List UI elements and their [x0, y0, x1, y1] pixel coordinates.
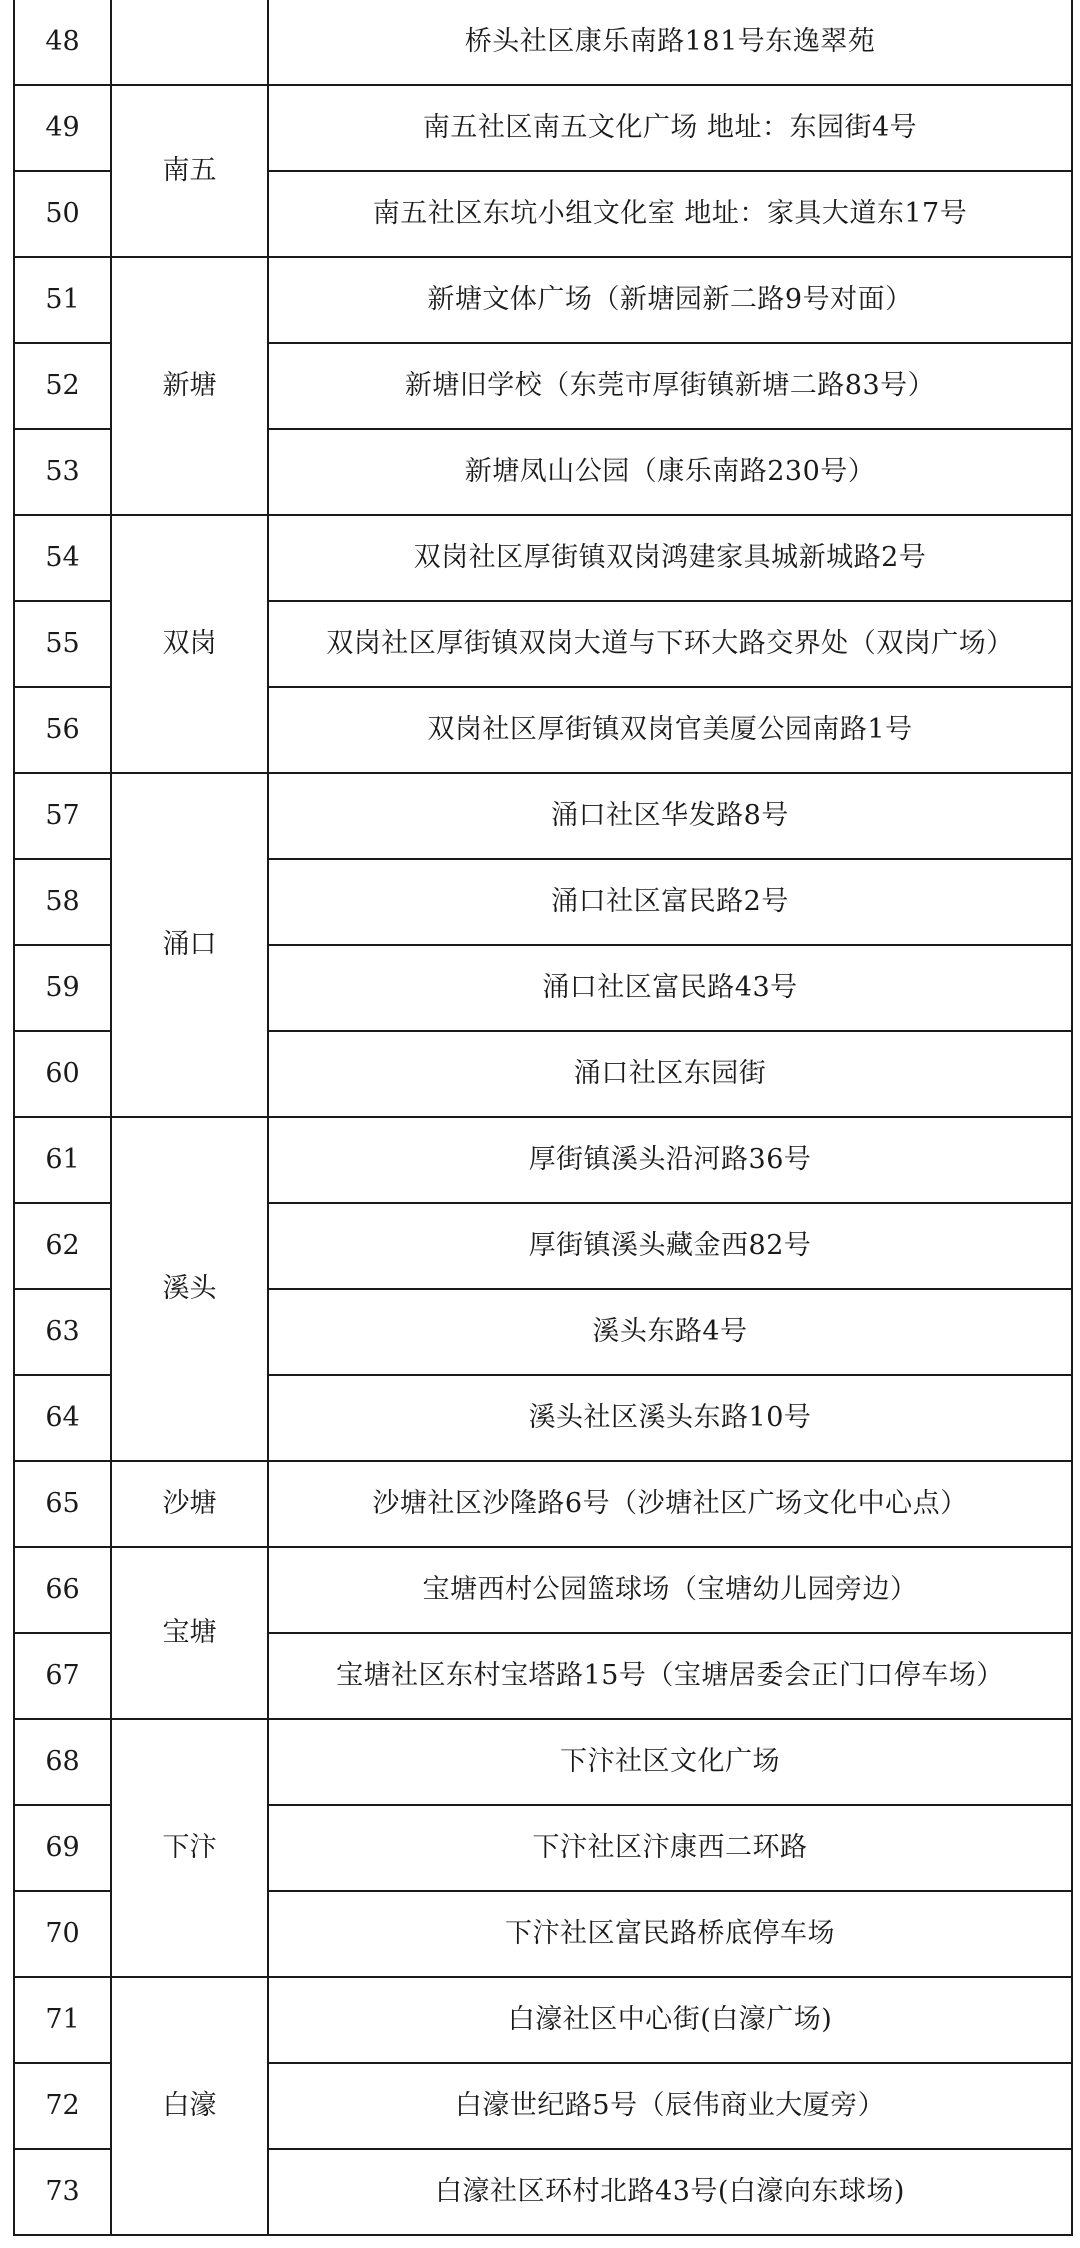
row-number: 67 — [14, 1633, 111, 1719]
row-number: 65 — [14, 1461, 111, 1547]
table-row — [14, 773, 1072, 859]
row-number: 72 — [14, 2063, 111, 2149]
row-number: 49 — [14, 85, 111, 171]
address-cell: 双岗社区厚街镇双岗鸿建家具城新城路2号 — [268, 515, 1072, 601]
row-number: 56 — [14, 687, 111, 773]
row-number: 66 — [14, 1547, 111, 1633]
row-number: 69 — [14, 1805, 111, 1891]
table-row — [14, 1719, 1072, 1805]
address-cell: 双岗社区厚街镇双岗大道与下环大路交界处（双岗广场） — [268, 601, 1072, 687]
row-number: 59 — [14, 945, 111, 1031]
area-cell: 溪头 — [111, 1117, 268, 1461]
row-number: 52 — [14, 343, 111, 429]
table-row — [14, 1117, 1072, 1203]
address-cell: 双岗社区厚街镇双岗官美厦公园南路1号 — [268, 687, 1072, 773]
area-cell: 新塘 — [111, 257, 268, 515]
address-cell: 下汴社区汴康西二环路 — [268, 1805, 1072, 1891]
table-row — [14, 1977, 1072, 2063]
address-cell: 白濠社区环村北路43号(白濠向东球场) — [268, 2149, 1072, 2235]
address-cell: 厚街镇溪头沿河路36号 — [268, 1117, 1072, 1203]
area-cell: 南五 — [111, 85, 268, 257]
table-row — [14, 1547, 1072, 1633]
address-cell: 白濠世纪路5号（辰伟商业大厦旁） — [268, 2063, 1072, 2149]
address-cell: 涌口社区富民路43号 — [268, 945, 1072, 1031]
row-number: 54 — [14, 515, 111, 601]
address-cell: 宝塘社区东村宝塔路15号（宝塘居委会正门口停车场） — [268, 1633, 1072, 1719]
address-cell: 桥头社区康乐南路181号东逸翠苑 — [268, 0, 1072, 85]
row-number: 57 — [14, 773, 111, 859]
address-cell: 宝塘西村公园篮球场（宝塘幼儿园旁边） — [268, 1547, 1072, 1633]
address-cell: 厚街镇溪头藏金西82号 — [268, 1203, 1072, 1289]
address-cell: 涌口社区华发路8号 — [268, 773, 1072, 859]
address-cell: 涌口社区东园街 — [268, 1031, 1072, 1117]
area-cell: 涌口 — [111, 773, 268, 1117]
address-cell: 新塘旧学校（东莞市厚街镇新塘二路83号） — [268, 343, 1072, 429]
address-cell: 下汴社区文化广场 — [268, 1719, 1072, 1805]
row-number: 61 — [14, 1117, 111, 1203]
address-cell: 新塘凤山公园（康乐南路230号） — [268, 429, 1072, 515]
row-number: 73 — [14, 2149, 111, 2235]
row-number: 70 — [14, 1891, 111, 1977]
table-row — [14, 85, 1072, 171]
area-cell: 下汴 — [111, 1719, 268, 1977]
row-number: 50 — [14, 171, 111, 257]
address-cell: 新塘文体广场（新塘园新二路9号对面） — [268, 257, 1072, 343]
row-number: 62 — [14, 1203, 111, 1289]
row-number: 64 — [14, 1375, 111, 1461]
table-row — [14, 1461, 1072, 1547]
row-number: 48 — [14, 0, 111, 85]
row-number: 53 — [14, 429, 111, 515]
row-number: 63 — [14, 1289, 111, 1375]
address-cell: 下汴社区富民路桥底停车场 — [268, 1891, 1072, 1977]
row-number: 55 — [14, 601, 111, 687]
table-row — [14, 0, 1072, 85]
row-number: 60 — [14, 1031, 111, 1117]
row-number: 71 — [14, 1977, 111, 2063]
address-cell: 南五社区南五文化广场 地址：东园街4号 — [268, 85, 1072, 171]
row-number: 58 — [14, 859, 111, 945]
row-number: 51 — [14, 257, 111, 343]
address-cell: 白濠社区中心街(白濠广场) — [268, 1977, 1072, 2063]
address-cell: 涌口社区富民路2号 — [268, 859, 1072, 945]
area-cell: 宝塘 — [111, 1547, 268, 1719]
address-cell: 溪头社区溪头东路10号 — [268, 1375, 1072, 1461]
area-cell: 白濠 — [111, 1977, 268, 2235]
address-cell: 南五社区东坑小组文化室 地址：家具大道东17号 — [268, 171, 1072, 257]
area-cell: 沙塘 — [111, 1461, 268, 1547]
table-row — [14, 257, 1072, 343]
testing-site-table — [13, 0, 1073, 2236]
table-row — [14, 515, 1072, 601]
area-cell: 双岗 — [111, 515, 268, 773]
address-cell: 沙塘社区沙隆路6号（沙塘社区广场文化中心点） — [268, 1461, 1072, 1547]
area-cell — [111, 0, 268, 85]
address-cell: 溪头东路4号 — [268, 1289, 1072, 1375]
row-number: 68 — [14, 1719, 111, 1805]
